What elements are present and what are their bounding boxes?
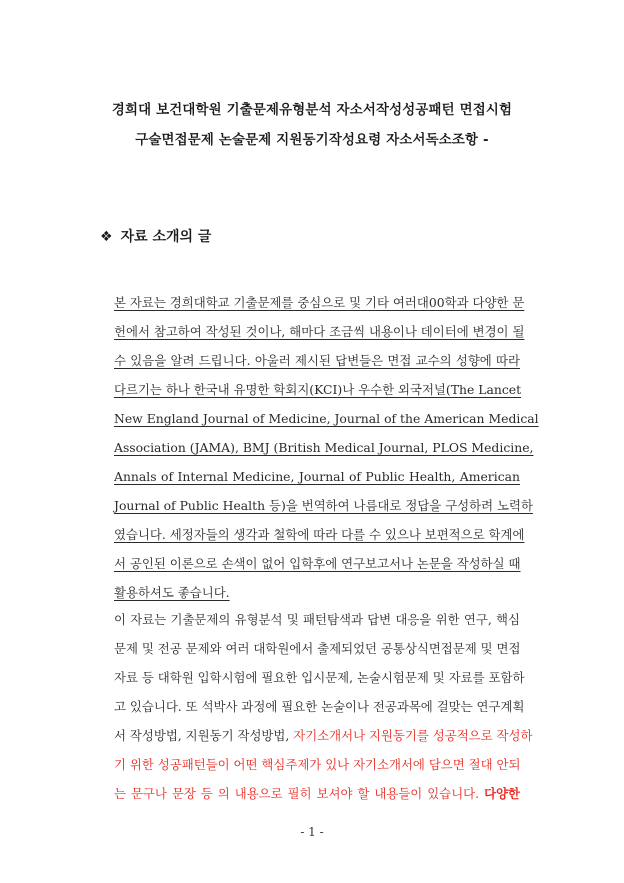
intro-line-text: 본 자료는 경희대학교 기출문제를 중심으로 및 기타 여러대00학과 다양한 문 bbox=[114, 295, 525, 310]
intro-line bbox=[114, 438, 534, 458]
intro-line bbox=[114, 583, 520, 603]
intro-line-text: 헌에서 참고하여 작성된 것이나, 해마다 조금씩 내용이나 데이터에 변경이 될 bbox=[114, 324, 525, 339]
section-heading bbox=[100, 226, 211, 246]
intro-line-text: 였습니다. 세정자들의 생각과 철학에 따라 다를 수 있으나 보편적으로 학계에 bbox=[114, 527, 525, 542]
paragraph-line-red-bold: 다양한 bbox=[484, 786, 520, 801]
intro-line-text: 활용하셔도 좋습니다. bbox=[114, 585, 230, 600]
diamond-bullet-icon: ❖ bbox=[100, 229, 113, 245]
intro-line-text: 수 있음을 알려 드립니다. 아울러 제시된 답변들은 면접 교수의 성향에 따라 bbox=[114, 353, 520, 368]
intro-line bbox=[114, 525, 525, 545]
intro-line-text: Association (JAMA), BMJ (British Medical Journal, PLOS Medicine, bbox=[114, 440, 534, 455]
intro-line bbox=[114, 293, 525, 313]
paragraph-line-red: 자기소개서나 지원동기를 성공적으로 작성하 bbox=[293, 728, 533, 743]
paragraph-line: 자료 등 대학원 입학시험에 필요한 입시문제, 논술시험문제 및 자료를 포함하 bbox=[114, 670, 525, 685]
paragraph-line bbox=[114, 784, 520, 804]
intro-line-text: Journal of Public Health 등)을 번역하여 나름대로 정답을 구성하려 노력하 bbox=[114, 498, 533, 513]
intro-line bbox=[114, 467, 520, 487]
intro-line bbox=[114, 409, 539, 429]
paragraph-line-black: 서 작성방법, 지원동기 작성방법, bbox=[114, 728, 294, 743]
page-number: - 1 - bbox=[300, 825, 324, 839]
paragraph-line-red: 는 문구나 문장 등 의 내용으로 필히 보셔야 할 내용들이 있습니다. bbox=[114, 786, 485, 801]
intro-line bbox=[114, 554, 520, 574]
document-title-line-2: 구술면접문제 논술문제 지원동기작성요령 자소서독소조항 - bbox=[135, 133, 489, 148]
intro-line-text: 서 공인된 이론으로 손색이 없어 입학후에 연구보고서나 논문을 작성하실 때 bbox=[114, 556, 521, 571]
document-title-line-1: 경희대 보건대학원 기출문제유형분석 자소서작성성공패턴 면접시험 bbox=[111, 103, 513, 118]
intro-line-text: Annals of Internal Medicine, Journal of Public Health, American bbox=[114, 469, 520, 484]
paragraph-line: 이 자료는 기출문제의 유형분석 및 패턴탐색과 답변 대응을 위한 연구, 핵심 bbox=[114, 612, 520, 627]
section-heading-text: 자료 소개의 글 bbox=[120, 229, 212, 245]
paragraph-line: 고 있습니다. 또 석박사 과정에 필요한 논술이나 전공과목에 걸맞는 연구계획 bbox=[114, 699, 525, 714]
paragraph-line bbox=[114, 726, 533, 746]
intro-line bbox=[114, 496, 533, 516]
intro-line-text: New England Journal of Medicine, Journal of the American Medical bbox=[114, 411, 539, 426]
intro-line bbox=[114, 380, 520, 400]
paragraph-line-red: 기 위한 성공패턴들이 어떤 핵심주제가 있나 자기소개서에 담으면 절대 안되 bbox=[114, 757, 521, 772]
intro-line bbox=[114, 351, 520, 371]
paragraph-line: 문제 및 전공 문제와 여러 대학원에서 출제되었던 공통상식면접문제 및 면접 bbox=[114, 641, 521, 656]
intro-line-text: 다르기는 하나 한국내 유명한 학회지(KCI)나 우수한 외국저널(The Lancet bbox=[114, 382, 522, 397]
intro-line bbox=[114, 322, 525, 342]
